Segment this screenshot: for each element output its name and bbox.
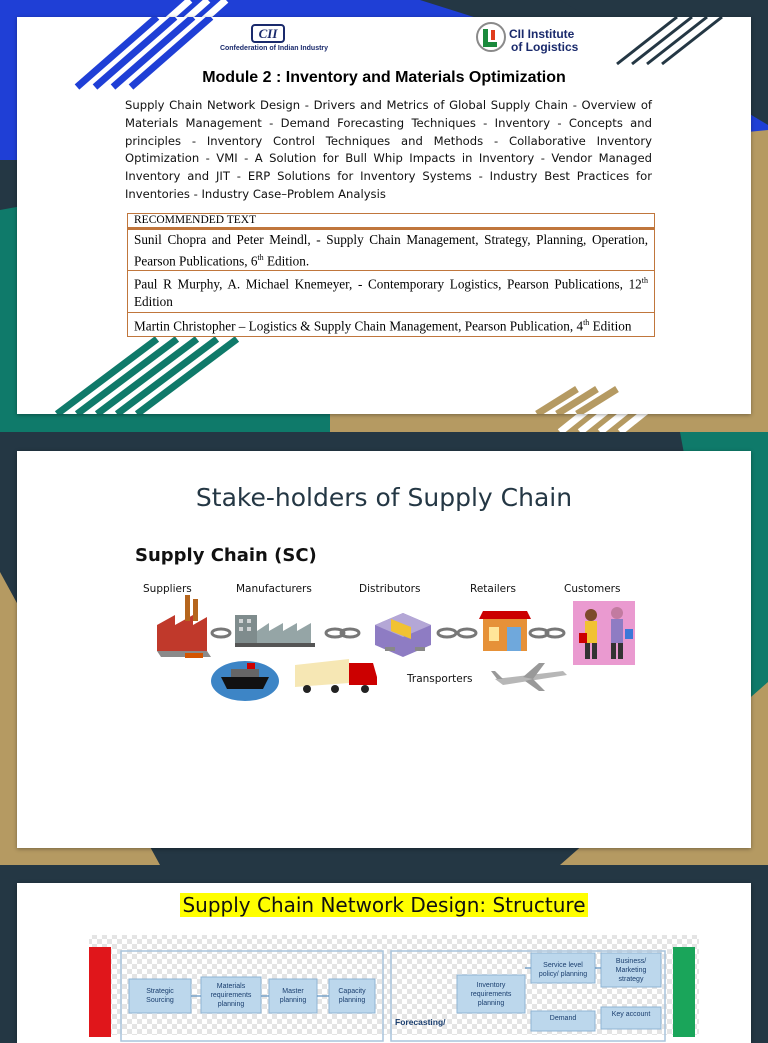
- network-design-structure-chart: [17, 929, 751, 1043]
- factory-icon: [157, 595, 211, 658]
- supply-chain-illustration: [135, 543, 635, 703]
- transporters-label: Transporters: [407, 673, 473, 685]
- slide-2: [17, 451, 751, 848]
- diagram-title: Supply Chain (SC): [135, 545, 317, 566]
- stage-label-suppliers: Suppliers: [143, 583, 192, 595]
- slide-2-title: Stake-holders of Supply Chain: [195, 483, 573, 512]
- stage-label-customers: Customers: [564, 583, 621, 595]
- stage-label-manufacturers: Manufacturers: [236, 583, 312, 595]
- manufacturing-plant-icon: [235, 615, 315, 647]
- reference-tail: Edition: [589, 318, 632, 334]
- slide-3-title: [17, 893, 751, 917]
- cii-logo: [209, 23, 339, 55]
- cargo-ship-icon: [211, 661, 279, 701]
- institute-name-line1: CII Institute: [509, 27, 575, 41]
- cii-institute-logo: [473, 21, 593, 57]
- box-business-marketing-strategy: Business/ Marketing strategy: [615, 958, 647, 983]
- retail-store-icon: [479, 611, 531, 651]
- supply-chain-diagram: [135, 543, 635, 703]
- delivery-truck-icon: [295, 659, 377, 693]
- table-header: RECOMMENDED TEXT: [128, 214, 655, 229]
- stage-label-retailers: Retailers: [470, 583, 516, 595]
- reference-tail: Edition.: [263, 252, 310, 268]
- reference-superscript: th: [257, 252, 264, 262]
- module-syllabus-text: Supply Chain Network Design - Drivers and Metrics of Global Supply Chain - Overview of Materials Management - Demand Forecasting Techniques - Inventory - Concepts and principles - Inventory Control Techniques and Methods - Collaborative Inventory Optimization - VMI - A Solution for Bull Whip Impacts in Inventory - Vendor Managed Inventory and JIT - ERP Solutions for Inventory Systems - Industry Best Practices for Inventories - Industry Case–Problem Analysis: [125, 98, 652, 201]
- reference-text: Paul R Murphy, A. Michael Knemeyer, - Contemporary Logistics, Pearson Publications, 12: [134, 276, 642, 292]
- institute-name-line2: of Logistics: [511, 40, 579, 54]
- box-inventory-requirements-planning: Inventory requirements planning: [470, 982, 512, 1007]
- box-demand: Demand: [549, 1015, 577, 1022]
- box-materials-requirements-planning: Materials requirements planning: [210, 983, 252, 1008]
- customers-shopping-icon: [573, 601, 635, 665]
- stage-label-distributors: Distributors: [359, 583, 421, 595]
- table-row: [128, 271, 655, 312]
- airplane-icon: [491, 663, 567, 691]
- table-row: [128, 312, 655, 336]
- box-master-planning: Master planning: [279, 988, 307, 1004]
- box-service-level-planning: Service level policy/ planning: [538, 962, 588, 978]
- slide-3-title-text: Supply Chain Network Design: Structure: [182, 893, 586, 917]
- reference-text: Sunil Chopra and Peter Meindl, - Supply Chain Management, Strategy, Planning, Operation, Pearson Publications, 6: [134, 232, 648, 268]
- box-forecasting: Forecasting/: [395, 1017, 446, 1027]
- distribution-center-icon: [375, 613, 431, 657]
- slide-3: [17, 883, 751, 1043]
- box-capacity-planning: Capacity planning: [338, 988, 366, 1004]
- reference-superscript: th: [641, 276, 648, 286]
- table-row: [128, 229, 655, 271]
- recommended-text-table: [127, 213, 655, 337]
- cii-logo-letters: CII: [258, 26, 278, 41]
- reference-tail: Edition: [134, 294, 173, 310]
- reference-text: Martin Christopher – Logistics & Supply Chain Management, Pearson Publication, 4: [134, 318, 584, 334]
- box-key-account: Key account: [611, 1011, 651, 1018]
- reference-superscript: th: [583, 317, 590, 327]
- institute-emblem-icon: [473, 21, 509, 57]
- module-title: Module 2 : Inventory and Materials Optimization: [202, 69, 566, 86]
- cii-logo-caption: Confederation of Indian Industry: [219, 45, 329, 52]
- box-strategic-sourcing: Strategic Sourcing: [146, 988, 174, 1004]
- slide-1: [17, 17, 751, 414]
